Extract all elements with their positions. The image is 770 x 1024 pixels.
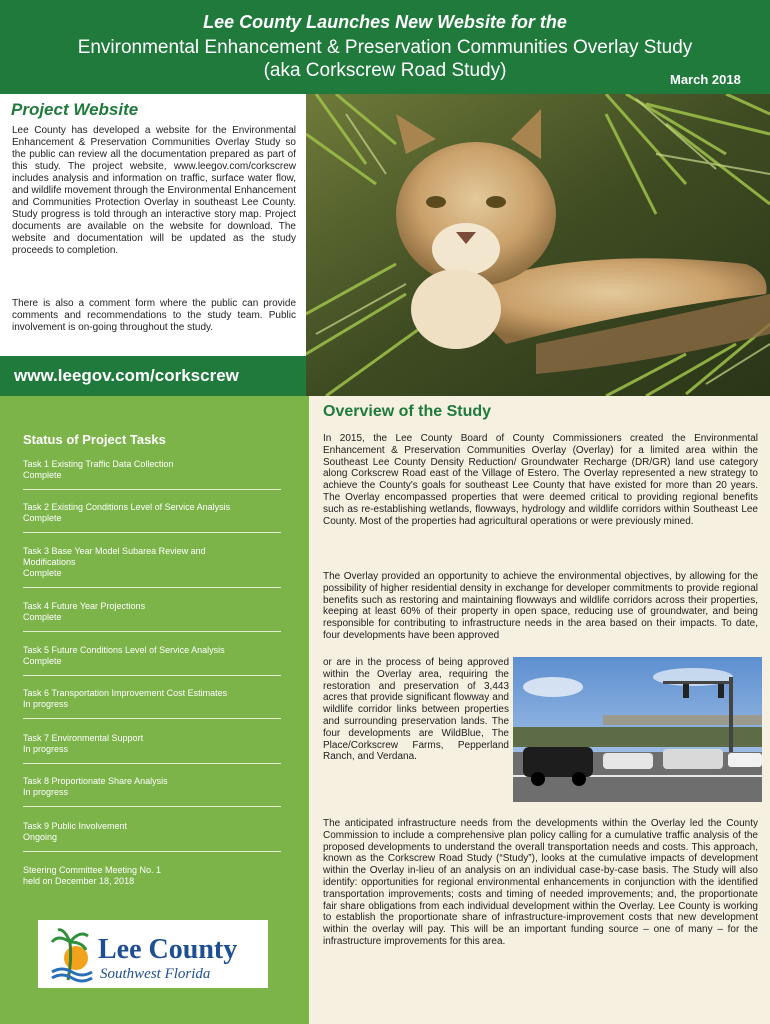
task-status: Complete — [23, 568, 62, 578]
meeting-line-1: Steering Committee Meeting No. 1 — [23, 865, 162, 875]
status-sidebar — [0, 396, 309, 1024]
task-name: Task 2 Existing Conditions Level of Service Analysis — [23, 502, 231, 512]
road-intersection-illustration — [513, 657, 762, 802]
task-name: Task 4 Future Year Projections — [23, 601, 146, 611]
task-divider — [23, 675, 281, 676]
task-item — [23, 821, 285, 852]
overview-paragraph-2b: or are in the process of being approved within the Overlay area, requiring the restoration and preservation of 3,443 acres that provide significant flowway and wildlife corridor links between properties and surrounding preservation lands. The four developments are WildBlue, The Place/Corkscrew Farms, Pepperland Ranch, and Verdana. — [323, 657, 509, 763]
task-name: Task 7 Environmental Support — [23, 733, 144, 743]
florida-panther-photo — [306, 94, 770, 396]
task-item — [23, 733, 285, 764]
task-item — [23, 459, 285, 490]
issue-date: March 2018 — [670, 72, 741, 87]
task-status: Complete — [23, 612, 62, 622]
website-url-banner — [0, 356, 306, 396]
overview-paragraph-2a: The Overlay provided an opportunity to achieve the environmental objectives, by allowing for the possibility of higher residential density in exchange for developer commitments to provide regional benefits such as restoring and maintaining flowways and wildlife corridors across their properties, keeping at least 60% of their property in open space, reducing use of groundwater, and being responsible for contributing to infrastructure needs in the area based on their impacts. To date, four developments have been approved — [323, 571, 758, 641]
meeting-line-2: held on December 18, 2018 — [23, 876, 135, 886]
task-name: Task 6 Transportation Improvement Cost Estimates — [23, 688, 228, 698]
panther-illustration — [306, 94, 770, 396]
task-name: Task 5 Future Conditions Level of Service Analysis — [23, 645, 225, 655]
project-website-paragraph-2: There is also a comment form where the public can provide comments and recommendations to the study team. Public involvement is on-going throughout the study. — [12, 298, 296, 333]
task-divider — [23, 851, 281, 852]
task-name: Task 8 Proportionate Share Analysis — [23, 776, 168, 786]
status-heading: Status of Project Tasks — [23, 432, 166, 447]
task-item — [23, 502, 285, 533]
task-name: Task 3 Base Year Model Subarea Review and Modifications — [23, 546, 206, 567]
headline: Lee County Launches New Website for the — [203, 12, 567, 32]
corkscrew-road-photo — [513, 657, 762, 802]
overview-section — [309, 396, 770, 1024]
website-url-link[interactable]: www.leegov.com/corkscrew — [14, 366, 239, 385]
task-status: In progress — [23, 699, 69, 709]
task-item — [23, 688, 285, 719]
logo-illustration — [38, 920, 268, 988]
task-status: In progress — [23, 787, 69, 797]
study-title: Environmental Enhancement & Preservation Communities Overlay Study — [77, 37, 693, 58]
task-divider — [23, 718, 281, 719]
task-divider — [23, 806, 281, 807]
project-website-section — [0, 94, 306, 356]
task-status: Complete — [23, 656, 62, 666]
logo-tagline: Southwest Florida — [100, 966, 211, 982]
overview-paragraph-1: In 2015, the Lee County Board of County Commissioners created the Environmental Enhancement & Preservation Communities Overlay (Overlay) for a limited area within the Southeast Lee County Density Reduction/ Groundwater Recharge (DR/GR) land use category along Corkscrew Road east of the Village of Estero. The Overlay represented a new strategy to achieve the County's goals for southeast Lee County that have existed for more than 20 years. The Overlay encompassed properties that were deemed critical to providing regional benefits such as re-establishing wetlands, flowways, hydrology and wildlife corridors within Southeast Lee County. Most of the properties had agricultural operations or were previously mined. — [323, 433, 758, 527]
task-divider — [23, 532, 281, 533]
meeting-note — [23, 865, 285, 887]
task-divider — [23, 489, 281, 490]
lee-county-logo — [38, 920, 268, 988]
logo-name: Lee County — [98, 934, 238, 965]
task-status: Complete — [23, 513, 62, 523]
task-status: Ongoing — [23, 832, 58, 842]
task-name: Task 9 Public Involvement — [23, 821, 128, 831]
overview-heading: Overview of the Study — [323, 403, 492, 420]
task-item — [23, 776, 285, 807]
task-name: Task 1 Existing Traffic Data Collection — [23, 459, 174, 469]
task-divider — [23, 587, 281, 588]
task-divider — [23, 763, 281, 764]
task-status: In progress — [23, 744, 69, 754]
study-subtitle: (aka Corkscrew Road Study) — [263, 60, 507, 81]
project-website-paragraph-1: Lee County has developed a website for the Environmental Enhancement & Preservation Communities Overlay Study so the public can review all the documentation prepared as part of this study. The project website, www.leegov.com/corkscrew includes analysis and information on traffic, surface water flow, and wildlife movement through the Environmental Enhancement and Communities Protection Overlay in southeast Lee County. Study progress is told through an interactive story map. Project documents are available on the website for download. The website and documentation will be updated as the study proceeds to completion. — [12, 125, 296, 256]
task-item — [23, 546, 233, 588]
task-status: Complete — [23, 470, 62, 480]
header-banner — [0, 0, 770, 94]
task-item — [23, 601, 285, 632]
task-item — [23, 645, 285, 676]
project-website-heading: Project Website — [11, 100, 139, 119]
overview-paragraph-3: The anticipated infrastructure needs from the developments within the Overlay led the County Commission to include a comprehensive plan policy calling for a cumulative traffic analysis of the proposed developments to understand the overall transportation needs and costs. This approach, known as the Corkscrew Road Study (“Study”), looks at the cumulative impacts of development within the Overlay in-lieu of an analysis on an individual case-by-case basis. The Study will also identify: opportunities for regional environmental enhancements in conjunction with the identified transportation improvements; costs and timing of needed improvements; and, the proportionate fair share obligations from each individual development within the Overlay. Lee County is working to establish the proportionate share of infrastructure-improvement costs that new development within the overlay will pay. This will be an important funding source – one of many – for the infrastructure improvements for this area. — [323, 818, 758, 947]
task-divider — [23, 631, 281, 632]
